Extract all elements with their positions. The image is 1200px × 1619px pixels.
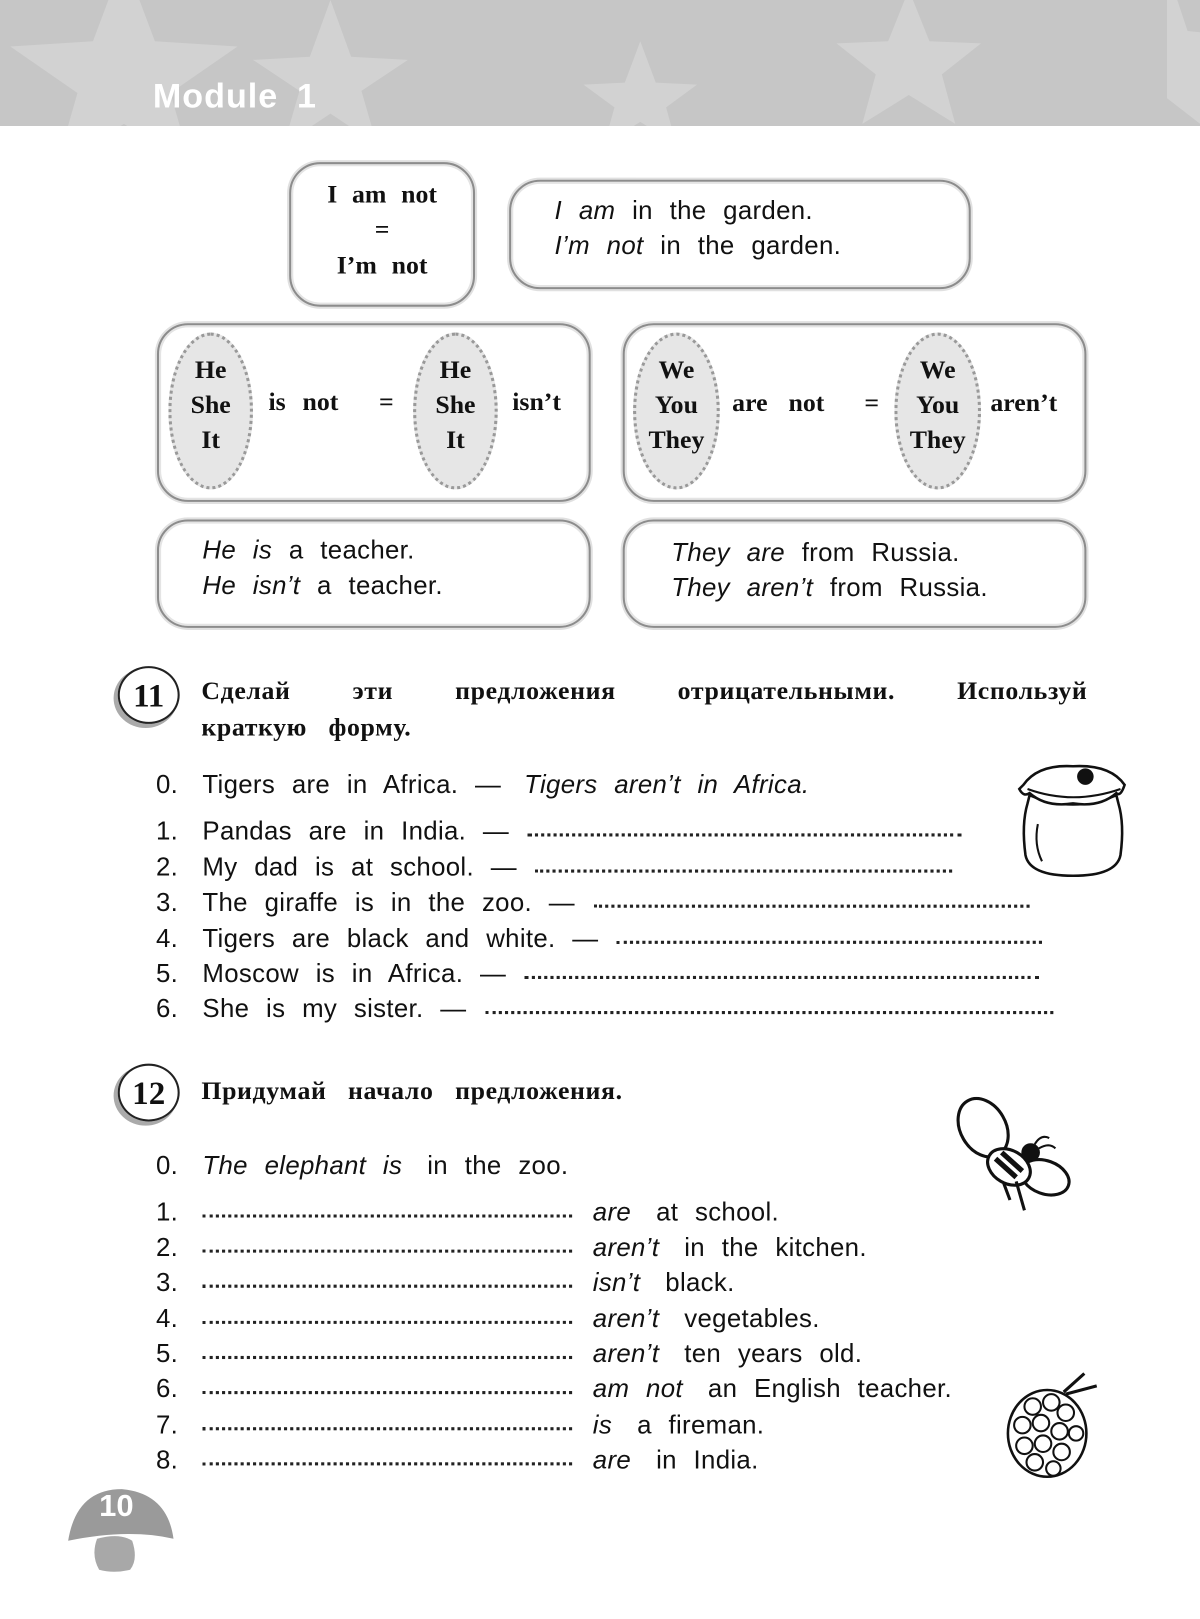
item-number: 6. [155,1374,179,1404]
pronoun: It [201,426,220,455]
exercise-11-item [156,994,1053,1024]
rest-part: a teacher. [288,535,415,565]
pronoun: We [658,356,695,385]
item-text: Pandas are in India. — [202,816,510,846]
rest-part: in India. [656,1445,759,1475]
italic-part: is [592,1410,613,1440]
exercise-12-item [156,1375,952,1405]
pronoun-oval [894,333,981,490]
rest-part: at school. [656,1197,779,1227]
exercise-11-task: краткую форму. [201,713,412,742]
pronoun: You [916,391,960,420]
exercise-12-item [156,1446,759,1476]
example-line [202,571,442,601]
item-number: 4. [155,924,179,954]
rule-box-i-am-not [289,162,475,307]
exercise-11-task: Сделай эти предложения отрицательными. Используй [201,677,1088,706]
item-number: 3. [155,888,179,918]
example-box-garden [509,180,971,289]
pronoun: We [919,356,956,385]
pronoun: She [435,391,476,420]
exercise-12-item [156,1198,779,1228]
answer-blank[interactable] [202,1427,572,1430]
item-text: My dad is at school. — [202,853,517,882]
short-form: isn’t [512,388,561,417]
italic-part: I’m not [554,231,644,261]
example-line [671,538,959,568]
answer-blank[interactable] [617,941,1042,944]
italic-part: aren’t [592,1233,660,1262]
answer-blank[interactable] [202,1356,572,1359]
rest-part: black. [665,1268,735,1298]
rest-part: a fireman. [637,1410,765,1440]
item-text: Moscow is in Africa. — [202,959,507,989]
exercise-12-item [156,1233,867,1263]
item-number: 2. [155,1233,179,1262]
example-line [555,231,842,261]
equals-sign: = [374,215,390,244]
pronoun: He [194,356,227,385]
rest-part: in the zoo. [427,1151,569,1181]
answer-blank[interactable] [202,1391,572,1394]
pronoun-oval [168,333,253,490]
bee-illustration [952,1097,1076,1217]
item-number: 3. [155,1268,179,1298]
equals-sign: = [864,389,880,418]
rest-part: a teacher. [317,571,443,600]
italic-part: are [592,1197,632,1227]
exercise-number-11: 11 [118,666,180,724]
pronoun: You [654,391,698,420]
rest-part: vegetables. [684,1304,820,1334]
answer-blank[interactable] [202,1321,572,1324]
item-text: Tigers are in Africa. — [202,770,502,800]
exercise-11-item [156,959,1039,989]
answer-blank[interactable] [202,1285,572,1288]
exercise-12-item [156,1304,820,1334]
item-number: 0. [155,1151,179,1181]
item-number: 8. [155,1445,179,1475]
italic-part: aren’t [592,1339,660,1369]
item-text: Tigers are black and white. — [202,924,599,954]
item-number: 2. [155,853,179,882]
pronoun-oval [633,333,720,490]
short-form: aren’t [990,389,1058,418]
example-box-teacher [157,519,591,627]
exercise-11-item [156,888,1029,918]
full-form: I am not [327,180,437,209]
pronoun: He [439,356,472,385]
rest-part: from Russia. [801,538,960,567]
italic-part: They are [671,538,785,567]
item-number: 5. [155,959,179,989]
italic-part: The elephant is [202,1151,403,1181]
item-number: 0. [155,770,179,800]
answer-blank[interactable] [485,1011,1053,1014]
rule-box-are-not [623,323,1087,502]
rest-part: from Russia. [829,573,988,603]
exercise-11-item [156,853,953,883]
italic-part: He isn’t [202,571,301,600]
exercise-12-item [156,1268,735,1298]
exercise-11-item [156,817,961,847]
pronoun: It [446,426,465,455]
exercise-12-example [156,1151,568,1181]
item-number: 1. [155,816,179,846]
exercise-number-12: 12 [118,1064,180,1122]
example-line [671,573,988,603]
item-text: She is my sister. — [202,994,467,1024]
equals-sign: = [379,388,394,417]
rest-part: ten years old. [684,1339,863,1369]
rest-part: in the kitchen. [684,1233,867,1262]
answer-blank[interactable] [525,976,1039,979]
italic-part: aren’t [592,1304,660,1334]
jar-illustration [1017,762,1129,881]
item-number: 6. [155,994,179,1024]
rest-part: an English teacher. [707,1374,952,1404]
item-number: 7. [155,1410,179,1440]
example-box-russia [623,519,1087,627]
answer-blank[interactable] [202,1214,572,1217]
raspberry-illustration [1002,1371,1101,1480]
item-number: 4. [155,1304,179,1334]
pronoun: They [909,426,966,455]
rest-part: in the garden. [632,196,813,226]
exercise-12-task: Придумай начало предложения. [201,1077,623,1105]
item-number: 5. [155,1339,179,1369]
exercise-12-item [156,1411,764,1441]
full-form: is not [268,388,339,417]
italic-part: am not [592,1374,683,1404]
italic-part: They aren’t [671,573,814,603]
answer-blank[interactable] [202,1250,572,1253]
example-line [202,536,414,566]
pronoun: She [190,391,231,420]
pronoun-oval [413,333,498,490]
module-title: Module 1 [152,76,318,115]
italic-part: He is [202,535,273,565]
item-text: The giraffe is in the zoo. — [202,888,575,918]
italic-part: I am [554,196,616,226]
rest-part: in the garden. [660,231,842,261]
answer-blank[interactable] [528,833,962,836]
answer-blank[interactable] [593,905,1029,908]
short-form: I’m not [336,251,428,280]
italic-part: are [592,1445,632,1475]
example-line [555,196,813,226]
page-number: 10 [99,1489,134,1524]
exercise-11-example [156,770,809,800]
page-header [0,0,1200,126]
pronoun: They [648,426,705,455]
item-answer: Tigers aren’t in Africa. [524,770,810,800]
answer-blank[interactable] [202,1462,572,1465]
exercise-12-item [156,1339,862,1369]
full-form: are not [732,389,825,418]
rule-box-is-not [157,323,591,502]
exercise-11-item [156,924,1043,954]
item-number: 1. [155,1197,179,1227]
italic-part: isn’t [592,1268,641,1298]
answer-blank[interactable] [535,870,952,873]
